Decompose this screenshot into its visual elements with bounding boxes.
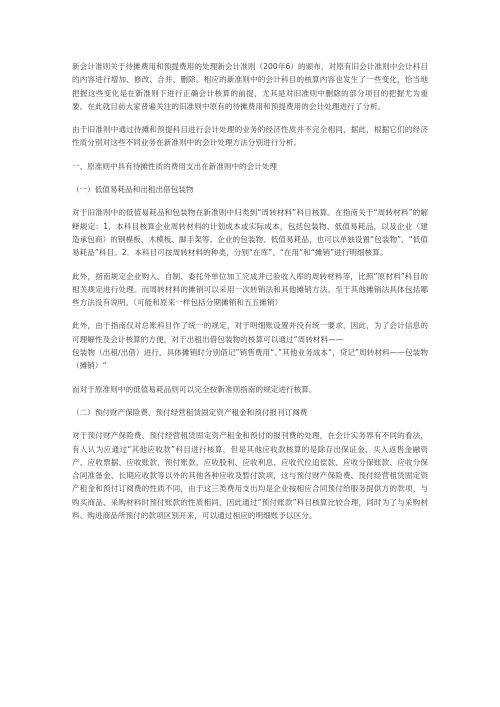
amortization-paragraph: 此外，指南规定企业购入、自制、委托外单位加工完成并已验收入库的周转材料等，比照“原材料”科目的相关规定进行处理。而周转材料的摊销可以采用一次转销法和其他摊销方法。至于其他摊销法具体包括哪些方法没有说明。（可能和原来一样包括分期摊销和五五摊销） [72,271,428,308]
intro-paragraph: 新会计准则关于待摊费用和预提费用的处理新会计准则（200年6）的颁布，对原有旧会计准则中会计科目的内容进行增加、修改、合并、删除。相应的新准则中的会计科目的核算内容也发生了一些变化，恰当地把握这些变化是在新准则下进行正确会计核算的前提，尤其是对旧准则中删除的部分项目的把握尤为重要。在此就目前大家普遍关注的旧准则中原有的待摊费用和预提费用的会计处理进行了分析。 [72,62,428,111]
subsection-heading-1: （一）低值易耗品和出租出借包装物 [72,185,194,195]
subsection-heading-2: （二）预付财产保险费、预付经营租赁固定资产租金和预付报刊订阅费 [72,407,308,417]
document-page [72,60,428,532]
turnover-materials-paragraph: 对于旧准则中的低值易耗品和包装物在新准则中归类到“周转材料”科目核算。在指南关于“周转材料”的解释规定：1．本科目核算企业周转材料的计划成本或实际成本，包括包装物、低值易耗品，以及企业（建造承包商）的钢模板、木模板、脚手架等。企业的包装物、低值易耗品，也可以单独设置“包装物”、“低值易耗品”科目。2．本科目可按周转材料的种类，分别“在库”、“在用”和“摊销”进行明细核算。 [72,208,428,258]
packaging-paragraph: 此外，由于指南仅对总账科目作了统一的规定，对于明细账设置并没有统一要求，因此，为了会计信息的可理解性及会计核算的方便，对于出租出借包装物的核算可以通过“周转材料—— [72,321,428,344]
low-value-items-paragraph: 而对于原准则中的低值易耗品则可以完全按新准则指南的规定进行核算。 [72,384,317,394]
section-heading-1: 一、原准则中具有待摊性质的费用支出在新准则中的会计处理 [72,161,278,171]
packaging-entry-paragraph: 包装物（出租/出借）进行，具体摊销时分别借记”销售费用“、”其他业务成本“，贷记”周转材料——包装物（摊销）“ [72,348,428,371]
prepaid-expenses-paragraph: 对于预付财产保险费、预付经营租赁固定资产租金和预付的报刊费的处理，在会计实务界有不同的看法，有人认为应通过“其他应收款”科目进行核算，但是其他应收款核算的是除存出保证金、买入返售金融资产、应收票据、应收账款、预付账款、应收股利、应收利息、应收代位追偿款、应收分保账款、应收分保合同准备金、长期应收款等以外的其他各种应收及暂付款项，这与预付财产保险费、预付经营租赁固定资产租金和预付订阅费的性质不同，由于这三类费用支出均是企业按相应合同预付给服务提供方的款项，与购买商品、采购材料时预付账款的性质相同，因此通过“预付账款”科目核算比较合理，同时为了与采购材料、购进商品所预付的款项区别开来，可以通过相应的明细账予以区分。 [72,431,428,521]
analysis-basis-paragraph: 由于旧准则中通过待摊和预提科目进行会计处理的业务的经济性质并不完全相同，据此，根据它们的经济性质分别对这些不同业务在新准则中的会计处理方法分别进行分析。 [72,125,428,148]
